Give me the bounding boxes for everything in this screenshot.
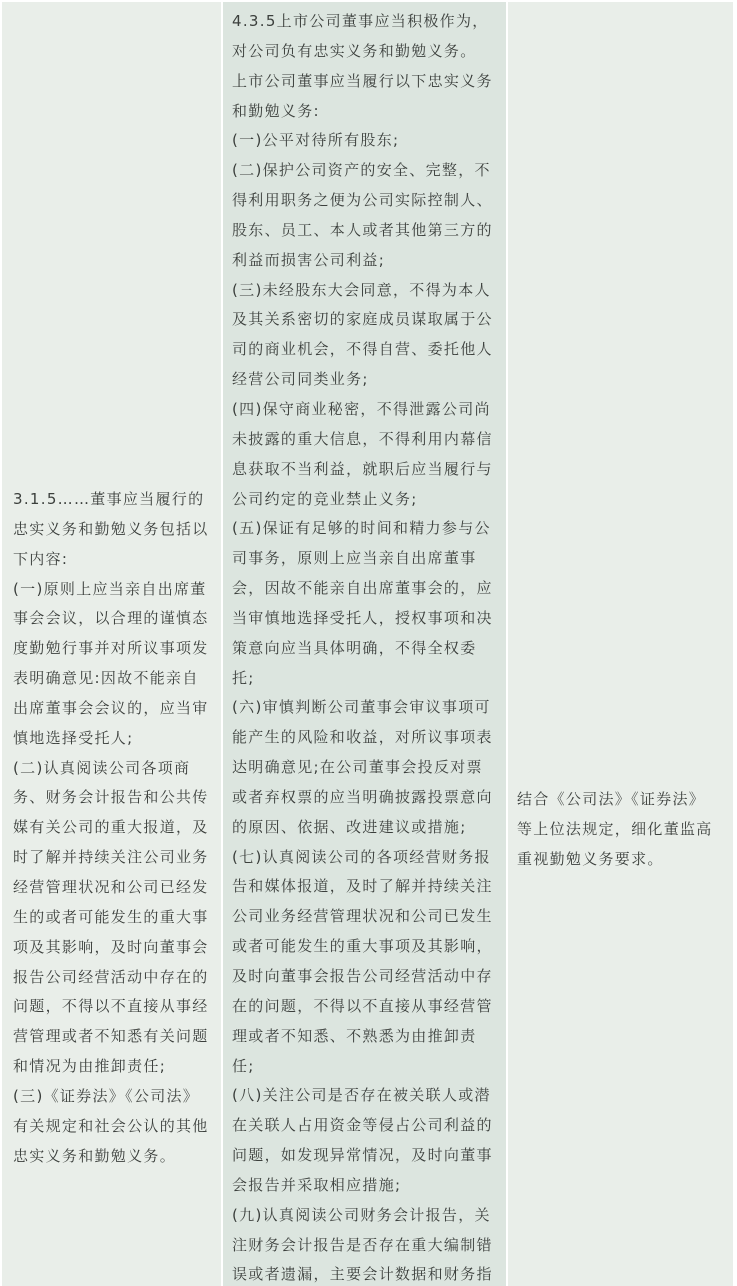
cell-text-line: 3.1.5……董事应当履行的 (13, 490, 205, 508)
cell-text-line: 媒有关公司的重大报道，及 (13, 818, 209, 837)
cell-text-line: (七)认真阅读公司的各项经营财务报 (232, 847, 491, 866)
cell-text-line: 能产生的风险和收益，对所议事项表 (232, 728, 493, 747)
cell-text-line: (六)审慎判断公司董事会审议事项可 (232, 698, 491, 717)
cell-text-line: 经营公司同类业务; (232, 370, 369, 389)
cell-text-line: 股东、员工、本人或者其他第三方的 (232, 220, 493, 239)
cell-text-line: 任; (232, 1056, 255, 1075)
cell-text-line: 和勤勉义务: (232, 101, 320, 120)
cell-text-line: 忠实义务和勤勉义务。 (13, 1146, 177, 1165)
cell-text-line: 和情况为由推卸责任; (13, 1057, 167, 1076)
table-cell-revised-clause (223, 2, 506, 1286)
cell-text-line: 或者弃权票的应当明确披露投票意向 (232, 787, 493, 806)
cell-text-line: 注财务会计报告是否存在重大编制错 (232, 1235, 493, 1254)
cell-text-line: 结合《公司法》《证券法》 (517, 790, 706, 808)
cell-text-line: 营管理或者不知悉有关问题 (13, 1027, 209, 1046)
cell-text-line: (一)公平对待所有股东; (232, 131, 400, 150)
cell-text (2, 485, 221, 1171)
cell-text-line: 当审慎地选择受托人，授权事项和决 (232, 608, 493, 627)
cell-text-line: 得利用职务之便为公司实际控制人、 (232, 191, 493, 210)
cell-text-line: 重视勤勉义务要求。 (517, 849, 664, 868)
cell-text-line: 对公司负有忠实义务和勤勉义务。 (232, 41, 477, 60)
cell-text-line: 未披露的重大信息，不得利用内幕信 (232, 429, 493, 448)
cell-text-line: 项及其影响，及时向董事会 (13, 937, 209, 956)
cell-text-line: 等上位法规定，细化董监高 (517, 819, 713, 838)
cell-text-line: 上市公司董事应当履行以下忠实义务 (232, 71, 493, 90)
cell-text-line: (一)原则上应当亲自出席董 (13, 579, 207, 598)
cell-text-line: 务、财务会计报告和公共传 (13, 788, 209, 807)
cell-text-line: 慎地选择受托人; (13, 728, 134, 747)
cell-text-line: (三)未经股东大会同意，不得为本人 (232, 280, 491, 299)
cell-text-line: (九)认真阅读公司财务会计报告，关 (232, 1205, 491, 1224)
cell-text-line: 忠实义务和勤勉义务包括以 (13, 519, 209, 538)
cell-text-line: 时了解并持续关注公司业务 (13, 848, 209, 867)
cell-text-line: 理或者不知悉、不熟悉为由推卸责 (232, 1026, 477, 1045)
cell-text-line: 在关联人占用资金等侵占公司利益的 (232, 1116, 493, 1135)
cell-text-line: 策意向应当具体明确，不得全权委 (232, 638, 477, 657)
cell-text-line: (八)关注公司是否存在被关联人或潜 (232, 1086, 491, 1105)
cell-text-line: 公司约定的竞业禁止义务; (232, 489, 418, 508)
cell-text-line: 出席董事会会议的，应当审 (13, 698, 209, 717)
cell-text-line: 托; (232, 668, 255, 687)
cell-text-line: (三)《证券法》《公司法》 (13, 1086, 200, 1105)
cell-text-line: (四)保守商业秘密，不得泄露公司尚 (232, 399, 491, 418)
table-cell-original-clause (2, 2, 221, 1286)
cell-text-line: 问题，不得以不直接从事经 (13, 997, 209, 1016)
cell-text-line: 有关规定和社会公认的其他 (13, 1116, 209, 1135)
cell-text-line: 经营管理状况和公司已经发 (13, 877, 209, 896)
cell-text-line: (二)保护公司资产的安全、完整，不 (232, 161, 491, 180)
cell-text-line: 司的商业机会，不得自营、委托他人 (232, 340, 493, 359)
cell-text-line: 4.3.5上市公司董事应当积极作为， (232, 12, 489, 30)
cell-text (508, 785, 733, 875)
cell-text (223, 7, 506, 1286)
cell-text-line: 下内容: (13, 549, 69, 568)
cell-text-line: 生的或者可能发生的重大事 (13, 907, 209, 926)
cell-text-line: (五)保证有足够的时间和精力参与公 (232, 519, 491, 538)
cell-text-line: 表明确意见:因故不能亲自 (13, 669, 199, 688)
cell-text-line: 司事务，原则上应当亲自出席董事 (232, 549, 477, 568)
cell-text-line: 误或者遗漏，主要会计数据和财务指 (232, 1265, 493, 1284)
cell-text-line: 在的问题，不得以不直接从事经营管 (232, 996, 493, 1015)
cell-text-line: 会报告并采取相应措施; (232, 1175, 402, 1194)
cell-text-line: 报告公司经营活动中存在的 (13, 967, 209, 986)
cell-text-line: 利益而损害公司利益; (232, 250, 386, 269)
cell-text-line: 告和媒体报道，及时了解并持续关注 (232, 877, 493, 896)
cell-text-line: 及时向董事会报告公司经营活动中存 (232, 967, 493, 985)
cell-text-line: 事会会议，以合理的谨慎态 (13, 609, 209, 628)
cell-text-line: 的原因、依据、改进建议或措施; (232, 817, 467, 836)
cell-text-line: 息获取不当利益，就职后应当履行与 (232, 459, 493, 478)
cell-text-line: 公司业务经营管理状况和公司已发生 (232, 907, 493, 926)
table-cell-revision-reason (508, 2, 733, 1286)
cell-text-line: 及其关系密切的家庭成员谋取属于公 (232, 310, 493, 329)
cell-text-line: (二)认真阅读公司各项商 (13, 758, 191, 777)
cell-text-line: 或者可能发生的重大事项及其影响， (232, 937, 493, 956)
cell-text-line: 达明确意见;在公司董事会投反对票 (232, 758, 483, 777)
cell-text-line: 度勤勉行事并对所议事项发 (13, 639, 209, 658)
cell-text-line: 会，因故不能亲自出席董事会的，应 (232, 579, 493, 598)
cell-text-line: 问题，如发现异常情况，及时向董事 (232, 1146, 493, 1165)
